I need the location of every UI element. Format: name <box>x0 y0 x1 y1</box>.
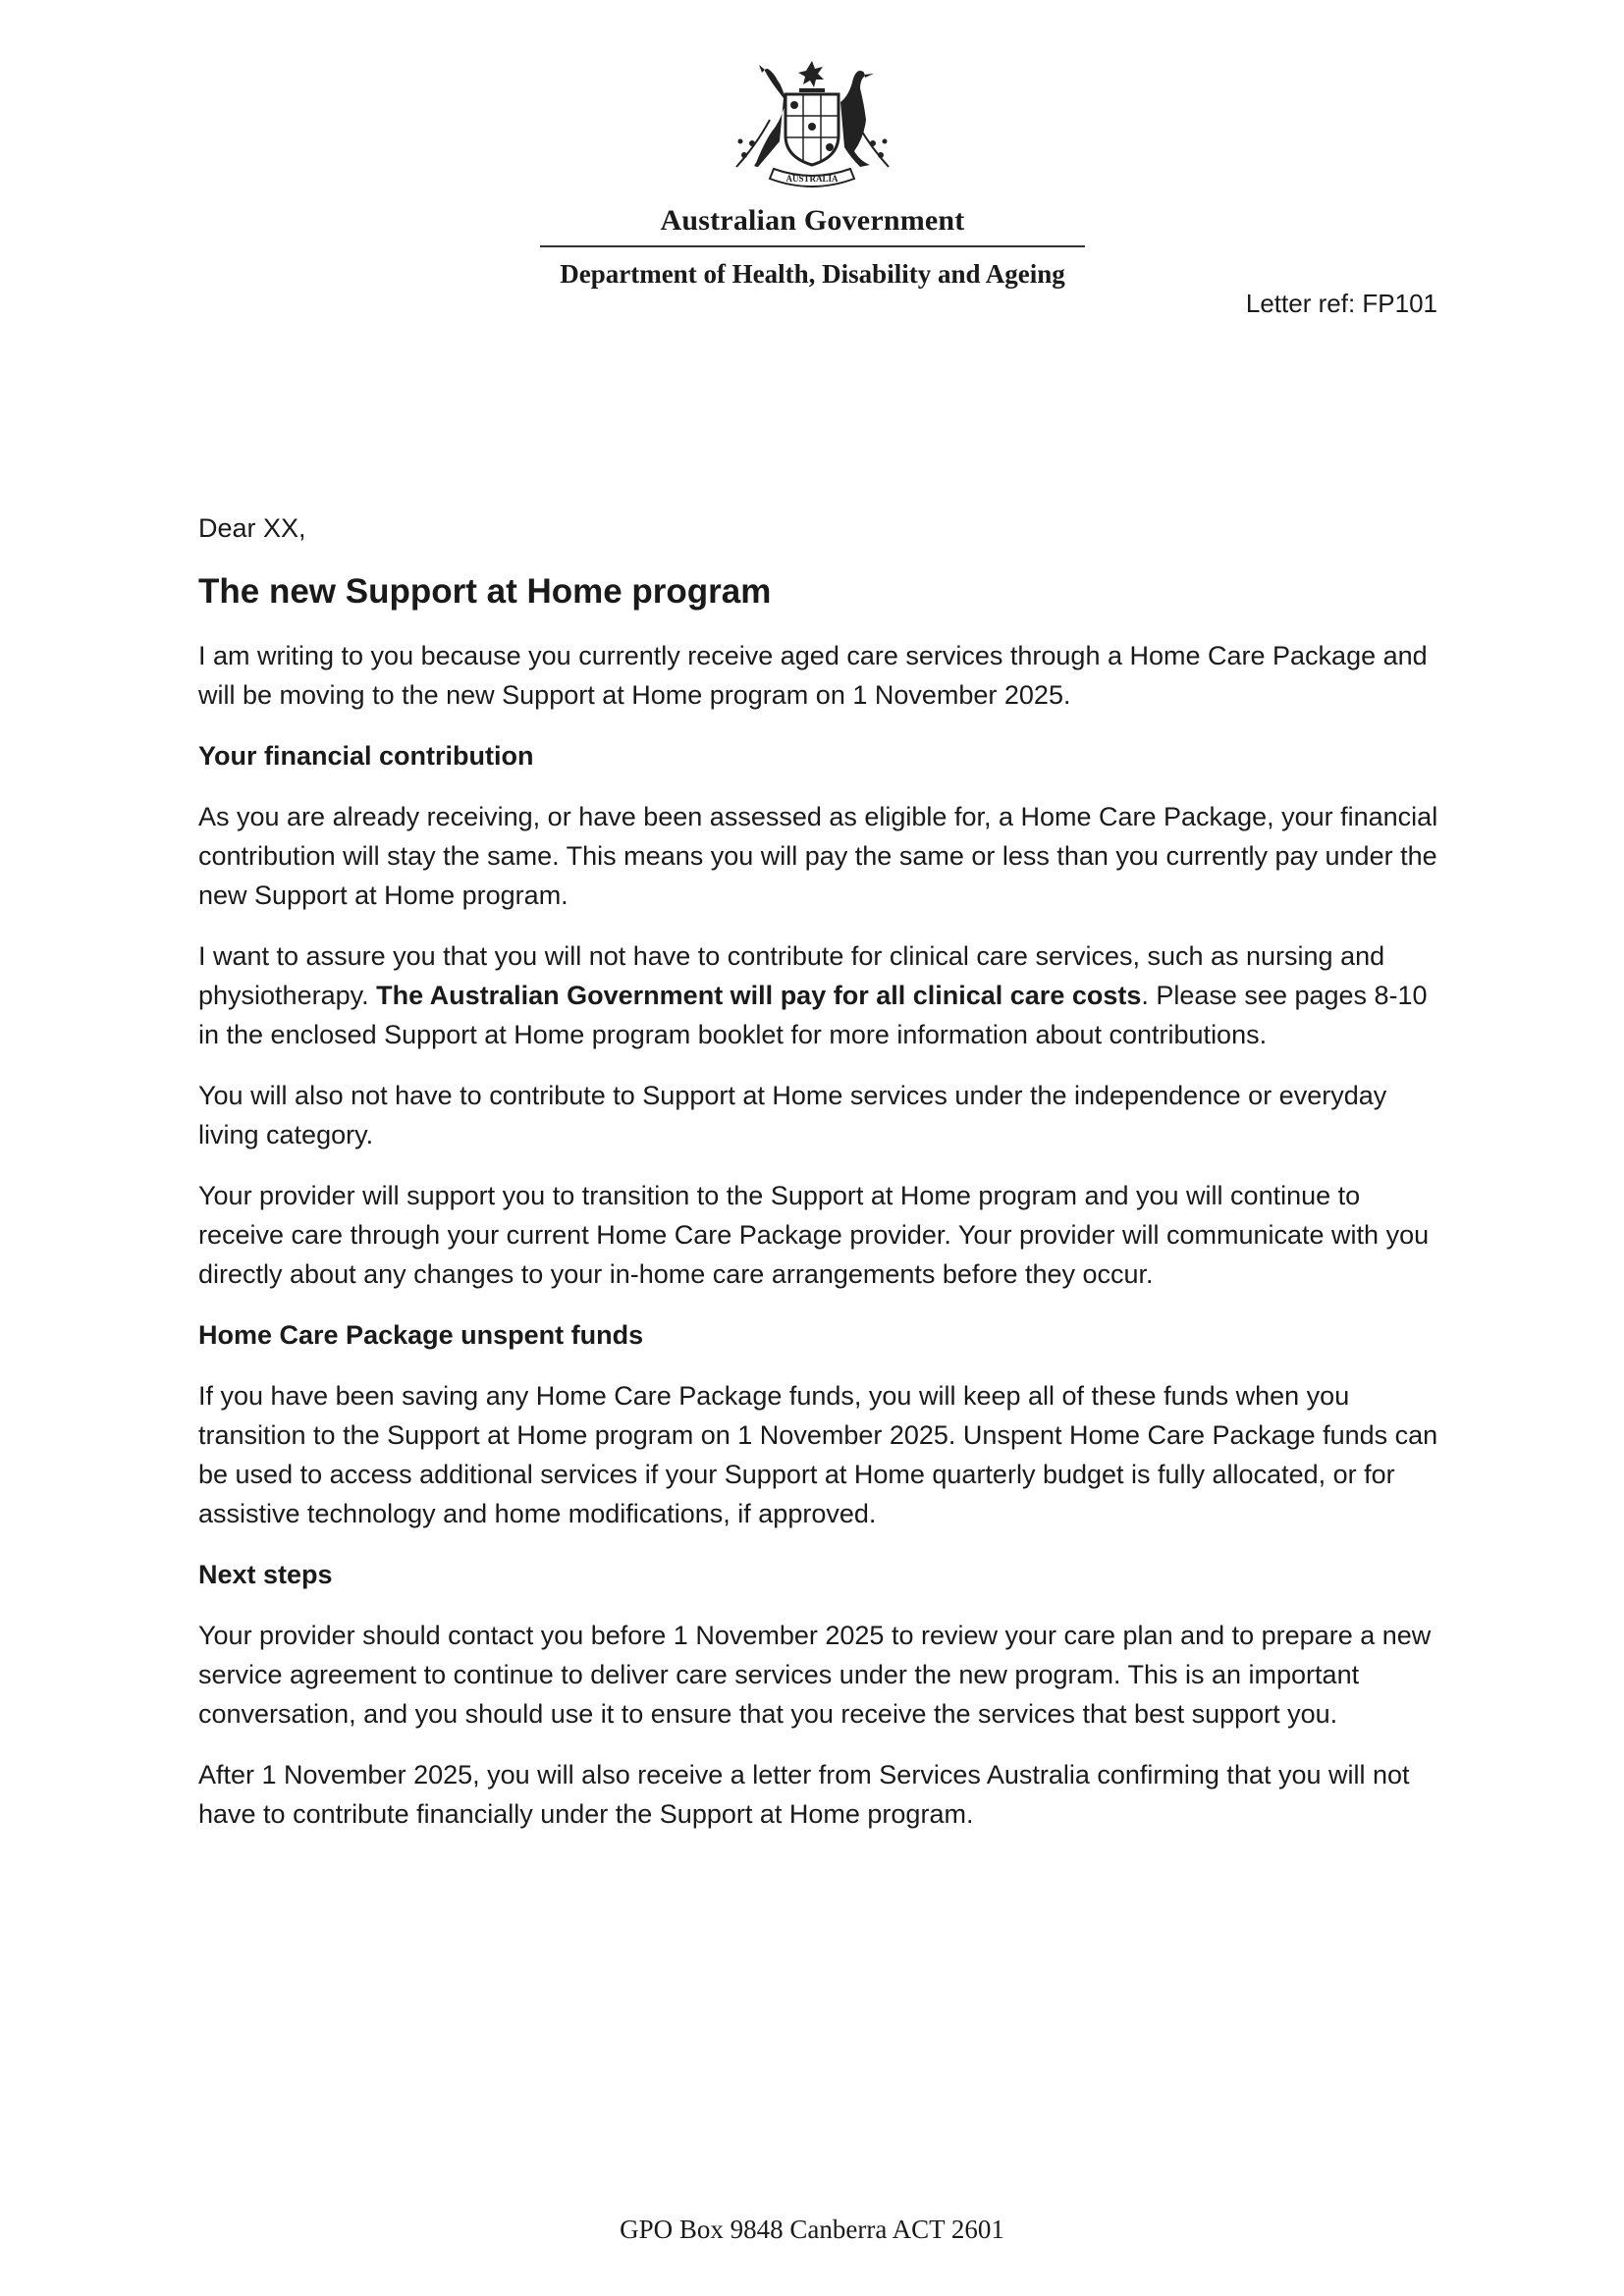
unspent-funds-heading: Home Care Package unspent funds <box>198 1320 644 1350</box>
financial-paragraph-4: Your provider will support you to transition to the Support at Home program and you will continue to receive care through your current Home Care Package provider. Your provider will communicate with you directly about any changes to your in-home care arrangements before they occur. <box>198 1181 1430 1289</box>
clinical-care-costs-emphasis: The Australian Government will pay for all clinical care costs <box>376 981 1142 1010</box>
financial-contribution-heading: Your financial contribution <box>198 741 534 771</box>
unspent-funds-paragraph: If you have been saving any Home Care Package funds, you will keep all of these funds when you transition to the Support at Home program on 1 November 2025. Unspent Home Care Package funds can be used to access additional services if your Support at Home quarterly budget is fully allocated, or for assistive technology and home modifications, if approved. <box>198 1381 1438 1528</box>
financial-paragraph-2-start: I want to assure you that you will not have to contribute for clinical care services, such as nursing and physiotherapy. <box>198 941 1385 1010</box>
intro-paragraph: I am writing to you because you currently receive aged care services through a Home Care Package and will be moving to the new Support at Home program on 1 November 2025. <box>198 641 1428 710</box>
footer-address: GPO Box 9848 Canberra ACT 2601 <box>620 2215 1004 2244</box>
government-name: Australian Government <box>660 204 965 237</box>
financial-paragraph-1: As you are already receiving, or have been assessed as eligible for, a Home Care Package, your financial contribution will stay the same. This means you will pay the same or less than you currently pay under the new Support at Home program. <box>198 802 1438 910</box>
next-steps-paragraph-2: After 1 November 2025, you will also receive a letter from Services Australia confirming that you will not have to contribute financially under the Support at Home program. <box>198 1760 1410 1829</box>
financial-paragraph-2-end: . Please see pages 8-10 in the enclosed Support at Home program booklet for more information about contributions. <box>198 981 1428 1049</box>
salutation: Dear XX, <box>198 513 306 543</box>
next-steps-heading: Next steps <box>198 1560 333 1589</box>
department-name: Department of Health, Disability and Ageing <box>560 259 1065 289</box>
financial-paragraph-2 <box>198 936 1447 1054</box>
crest-scroll-text: AUSTRALIA <box>785 174 839 184</box>
letter-body <box>198 508 1447 1855</box>
letter-reference: Letter ref: FP101 <box>1245 289 1437 318</box>
coat-of-arms-icon <box>727 59 898 196</box>
letterhead <box>530 59 1095 290</box>
letter-title: The new Support at Home program <box>198 572 772 611</box>
financial-paragraph-3: You will also not have to contribute to Support at Home services under the independence or everyday living category. <box>198 1081 1387 1149</box>
letterhead-divider <box>540 245 1085 247</box>
next-steps-paragraph-1: Your provider should contact you before 1 November 2025 to review your care plan and to prepare a new service agreement to continue to deliver care services under the new program. This is an important conversation, and you should use it to ensure that you receive the services that best support you. <box>198 1621 1432 1729</box>
